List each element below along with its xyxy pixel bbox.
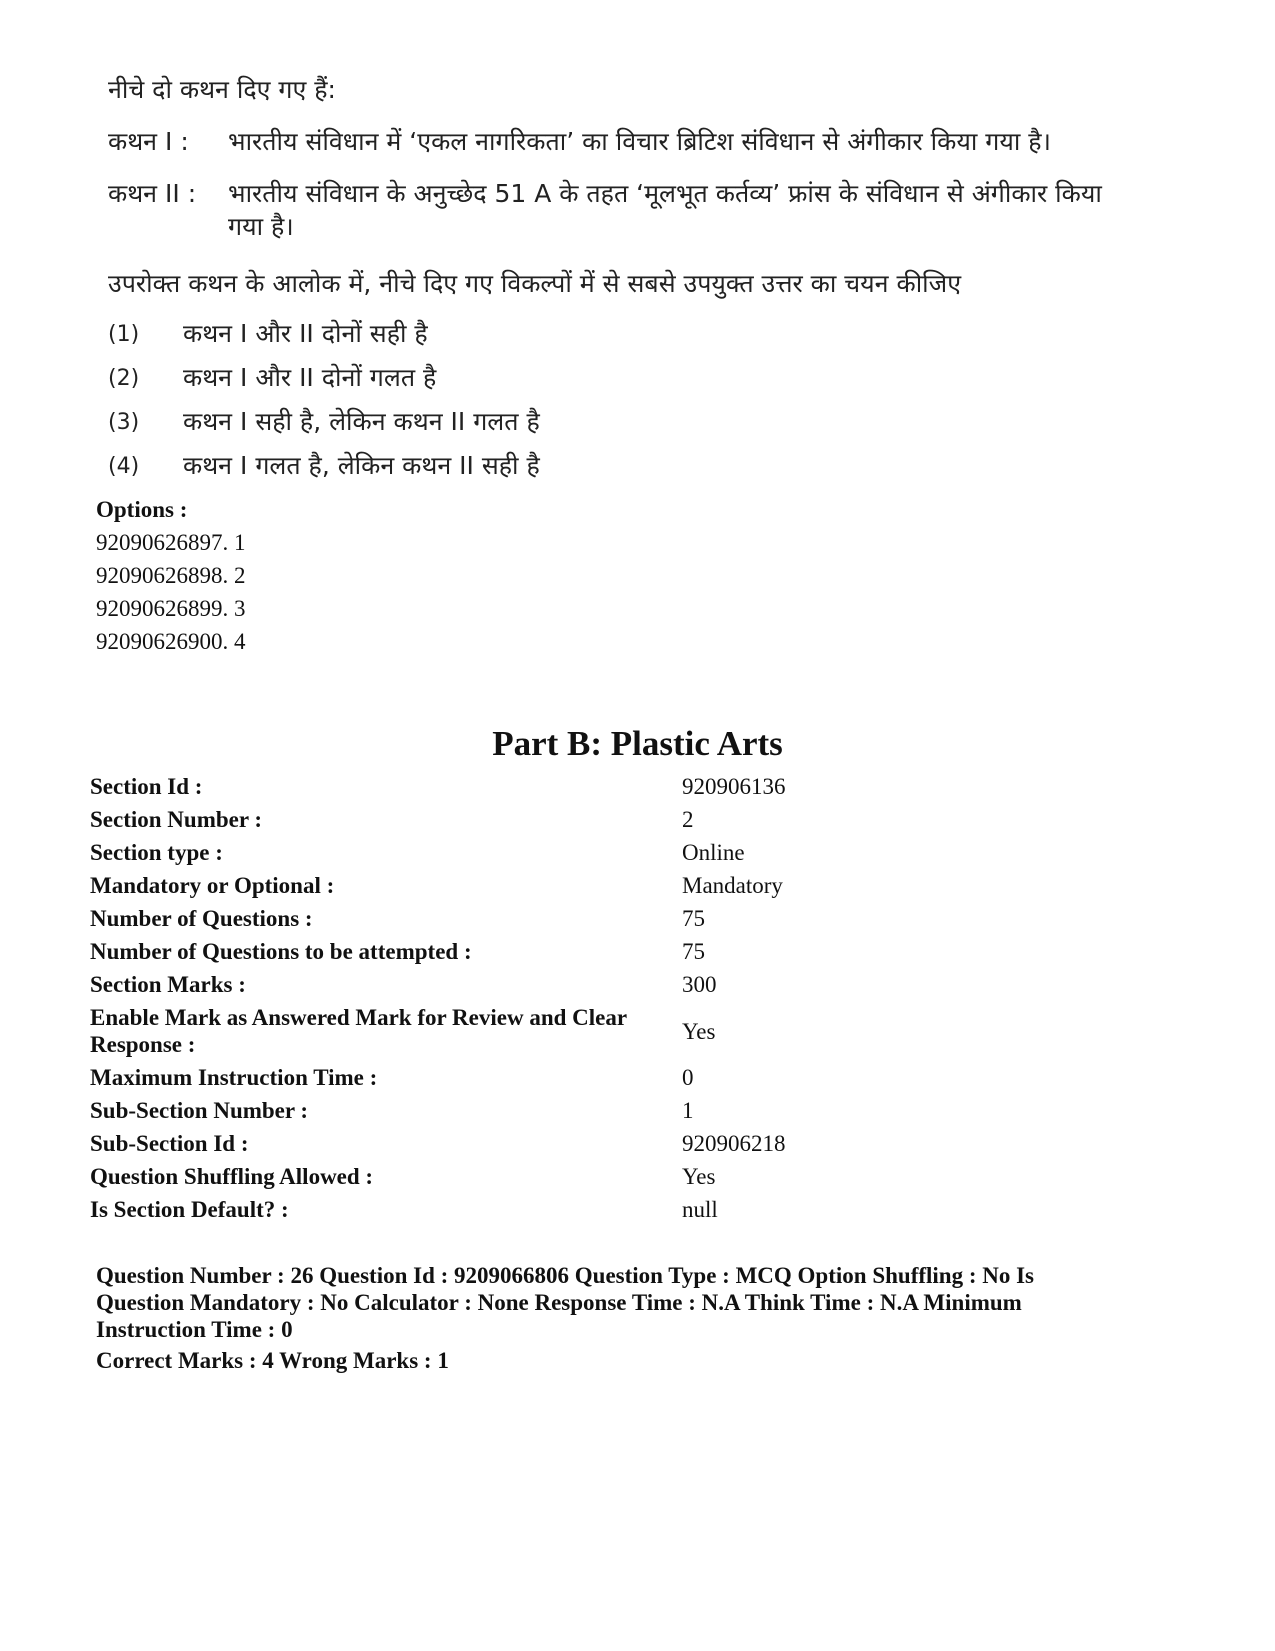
choice-number: (1)	[108, 322, 140, 347]
question-metadata: Question Number : 26 Question Id : 9209066806 Question Type : MCQ Option Shuffling : No Is Question Mandatory : No Calculator : None Response Time : N.A Think Time : N.A Minimum Instruction Time : 0	[96, 1263, 1035, 1342]
option-item: 92090626900. 4	[96, 629, 246, 654]
choice-number: (4)	[108, 454, 140, 479]
row-value: null	[682, 1197, 718, 1222]
question-intro: नीचे दो कथन दिए गए हैं:	[108, 75, 336, 104]
row-key: Maximum Instruction Time :	[90, 1065, 378, 1090]
option-item: 92090626899. 3	[96, 596, 246, 621]
statement-2-label: कथन II :	[108, 179, 197, 208]
statement-1-text: भारतीय संविधान में ‘एकल नागरिकता’ का विचार ब्रिटिश संविधान से अंगीकार किया गया है।	[228, 127, 1052, 156]
choice-number: (2)	[108, 366, 140, 391]
row-value: Yes	[682, 1164, 716, 1189]
choice-text: कथन I और II दोनों सही है	[183, 319, 428, 348]
table-row	[90, 968, 990, 1001]
choice-number: (3)	[108, 410, 140, 435]
row-value: 300	[682, 972, 717, 997]
row-value: 0	[682, 1065, 694, 1090]
option-item: 92090626898. 2	[96, 563, 246, 588]
options-heading: Options :	[96, 497, 188, 522]
table-row	[90, 1061, 990, 1094]
row-key: Section type :	[90, 840, 223, 865]
table-row	[90, 1193, 990, 1226]
row-value: Mandatory	[682, 873, 783, 898]
row-key: Number of Questions :	[90, 906, 313, 931]
row-key: Is Section Default? :	[90, 1197, 289, 1222]
table-row	[90, 1094, 990, 1127]
table-row	[90, 869, 990, 902]
table-row	[90, 836, 990, 869]
row-key: Mandatory or Optional :	[90, 873, 335, 898]
row-value: 920906136	[682, 774, 786, 799]
row-key: Section Marks :	[90, 972, 246, 997]
table-row	[90, 770, 990, 803]
row-value: 75	[682, 939, 705, 964]
choice-text: कथन I और II दोनों गलत है	[183, 363, 437, 392]
row-key: Section Id :	[90, 774, 203, 799]
table-row	[90, 1160, 990, 1193]
part-title: Part B: Plastic Arts	[492, 724, 783, 763]
options-list	[96, 493, 246, 658]
row-key: Section Number :	[90, 807, 263, 832]
row-value: Online	[682, 840, 745, 865]
statement-1-label: कथन I :	[108, 127, 189, 156]
row-value: 75	[682, 906, 705, 931]
choice-text: कथन I सही है, लेकिन कथन II गलत है	[183, 407, 540, 436]
table-row	[90, 902, 990, 935]
table-row	[90, 803, 990, 836]
question-prompt: उपरोक्त कथन के आलोक में, नीचे दिए गए विकल्पों में से सबसे उपयुक्त उत्तर का चयन कीजिए	[108, 269, 962, 298]
table-row	[90, 935, 990, 968]
question-marks: Correct Marks : 4 Wrong Marks : 1	[96, 1348, 449, 1373]
row-value: Yes	[682, 1018, 716, 1044]
row-key: Enable Mark as Answered Mark for Review and Clear Response :	[90, 1005, 627, 1057]
row-value: 920906218	[682, 1131, 786, 1156]
row-key: Number of Questions to be attempted :	[90, 939, 472, 964]
statement-2-text: भारतीय संविधान के अनुच्छेद 51 A के तहत ‘मूलभूत कर्तव्य’ फ्रांस के संविधान से अंगीकार किया गया है।	[228, 179, 1102, 241]
row-value: 2	[682, 807, 694, 832]
row-key: Question Shuffling Allowed :	[90, 1164, 374, 1189]
choice-text: कथन I गलत है, लेकिन कथन II सही है	[183, 451, 540, 480]
option-item: 92090626897. 1	[96, 530, 246, 555]
table-row	[90, 1001, 990, 1061]
section-details-table	[90, 770, 990, 1226]
row-value: 1	[682, 1098, 694, 1123]
row-key: Sub-Section Number :	[90, 1098, 309, 1123]
row-key: Sub-Section Id :	[90, 1131, 249, 1156]
table-row	[90, 1127, 990, 1160]
